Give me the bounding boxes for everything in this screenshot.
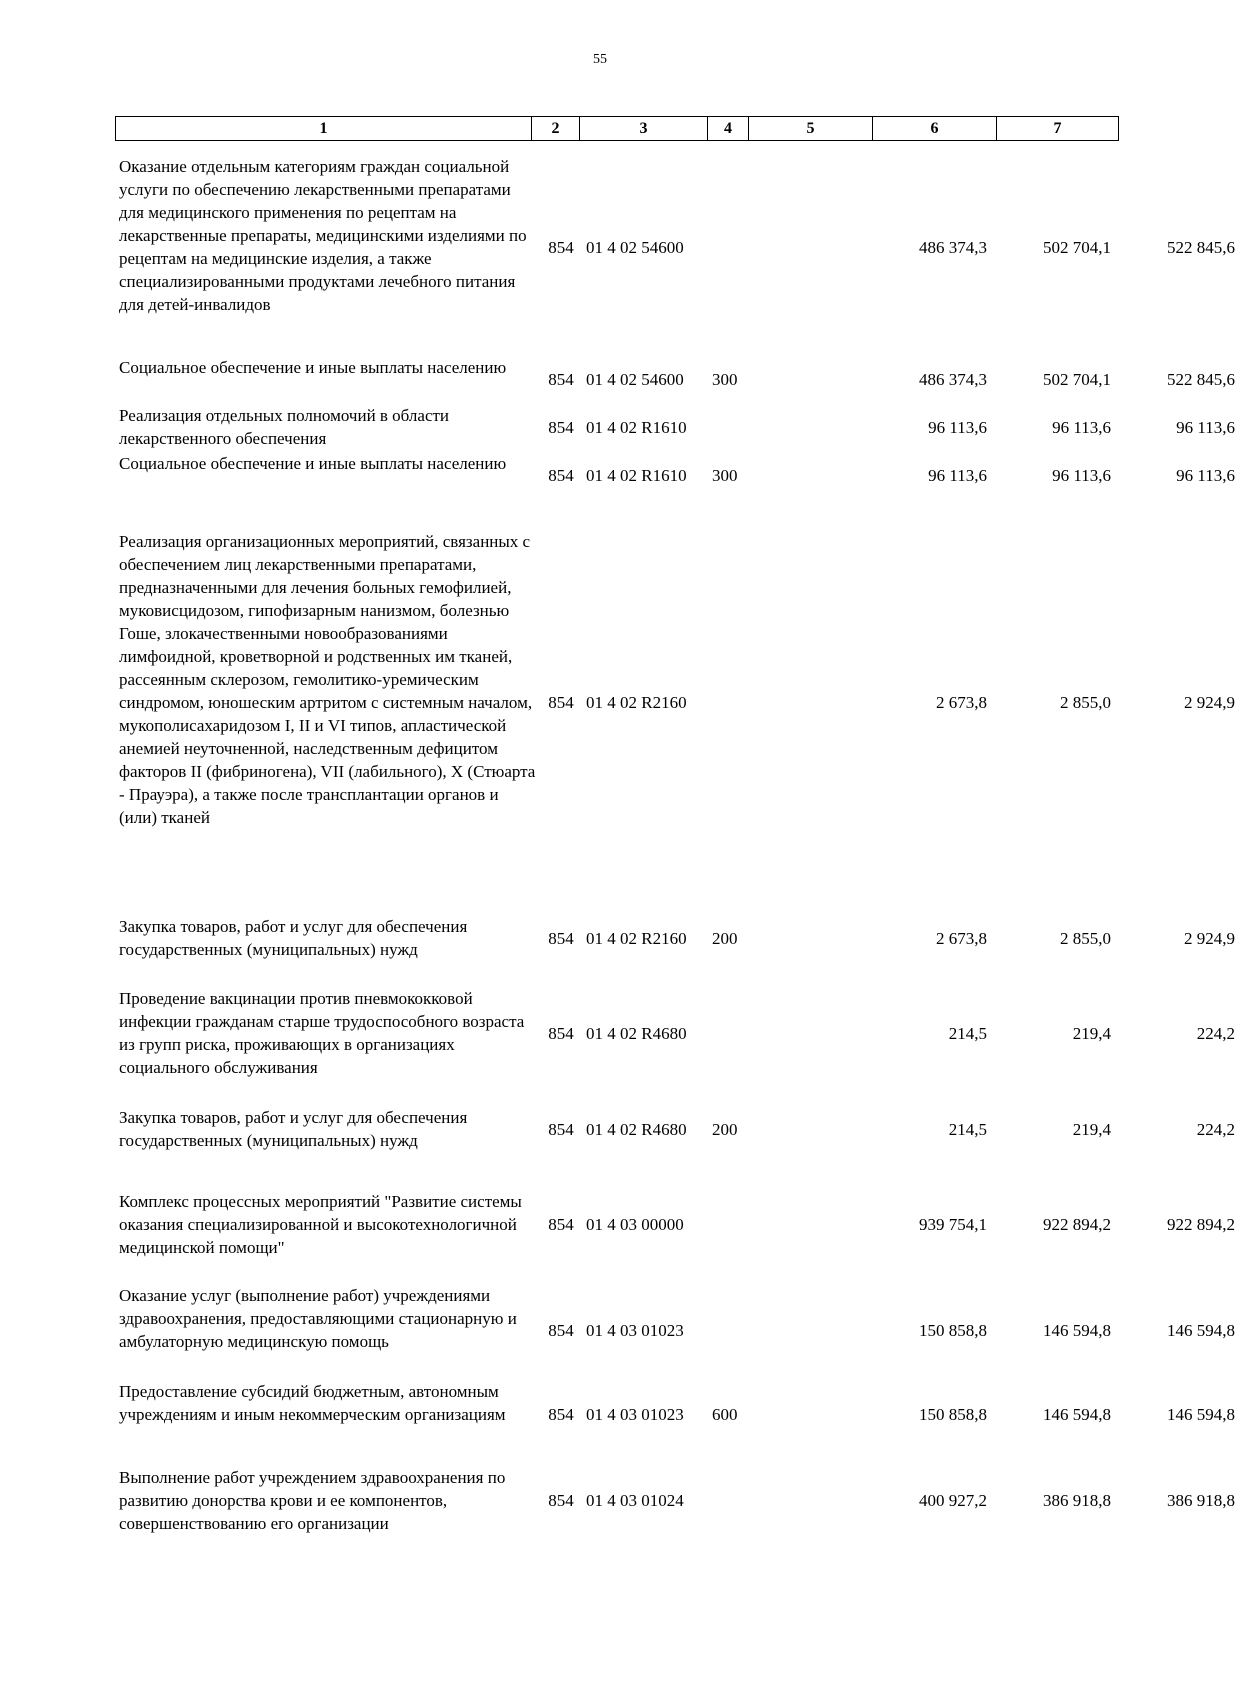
header-col-6: 6	[873, 117, 997, 141]
row-value-col7: 522 845,6	[1167, 238, 1235, 257]
row-description: Оказание отдельным категориям граждан социальной услуги по обеспечению лекарственными препаратами для медицинского применения по рецептам на лекарственные препараты, медицинскими изделиями по рецептам на медицинские изделия, а также специализированными продуктами лечебного питания для детей-инвалидов	[119, 157, 527, 314]
row-value-col7: 2 924,9	[1184, 693, 1235, 712]
row-description: Социальное обеспечение и иные выплаты населению	[119, 358, 507, 377]
row-value-col5: 400 927,2	[919, 1491, 987, 1510]
row-ministry-code: 854	[548, 929, 574, 948]
row-value-col5: 150 858,8	[919, 1321, 987, 1340]
row-description: Реализация отдельных полномочий в области лекарственного обеспечения	[119, 406, 450, 448]
row-value-col6: 922 894,2	[1043, 1215, 1111, 1234]
row-value-col7: 224,2	[1196, 1024, 1235, 1043]
row-target-code: 01 4 03 01024	[586, 1491, 684, 1510]
row-value-col6: 502 704,1	[1043, 238, 1111, 257]
row-value-col6: 219,4	[1072, 1120, 1111, 1139]
row-value-col5: 939 754,1	[919, 1215, 987, 1234]
row-target-code: 01 4 02 R4680	[586, 1120, 687, 1139]
header-col-1: 1	[116, 117, 532, 141]
header-col-2: 2	[532, 117, 580, 141]
header-col-4: 4	[708, 117, 749, 141]
row-value-col7: 2 924,9	[1184, 929, 1235, 948]
row-description: Социальное обеспечение и иные выплаты населению	[119, 454, 507, 473]
header-col-5: 5	[749, 117, 873, 141]
row-value-col5: 486 374,3	[919, 238, 987, 257]
row-target-code: 01 4 02 R1610	[586, 418, 687, 437]
row-value-col7: 386 918,8	[1167, 1491, 1235, 1510]
row-value-col6: 386 918,8	[1043, 1491, 1111, 1510]
row-expense-type: 300	[712, 466, 738, 485]
row-value-col7: 146 594,8	[1167, 1405, 1235, 1424]
row-value-col5: 486 374,3	[919, 370, 987, 389]
row-value-col7: 922 894,2	[1167, 1215, 1235, 1234]
row-ministry-code: 854	[548, 370, 574, 389]
row-ministry-code: 854	[548, 466, 574, 485]
row-description: Предоставление субсидий бюджетным, автономным учреждениям и иным некоммерческим организациям	[119, 1382, 506, 1424]
row-value-col6: 96 113,6	[1052, 466, 1111, 485]
row-target-code: 01 4 02 R1610	[586, 466, 687, 485]
header-col-3: 3	[580, 117, 708, 141]
row-value-col5: 214,5	[948, 1024, 987, 1043]
row-ministry-code: 854	[548, 1120, 574, 1139]
row-expense-type: 600	[712, 1405, 738, 1424]
row-ministry-code: 854	[548, 418, 574, 437]
header-col-7: 7	[997, 117, 1119, 141]
row-ministry-code: 854	[548, 693, 574, 712]
row-target-code: 01 4 02 R2160	[586, 693, 687, 712]
column-header-table	[115, 116, 1119, 141]
row-target-code: 01 4 03 00000	[586, 1215, 684, 1234]
page-number: 55	[593, 52, 607, 67]
row-expense-type: 300	[712, 370, 738, 389]
row-target-code: 01 4 03 01023	[586, 1321, 684, 1340]
row-value-col6: 2 855,0	[1060, 929, 1111, 948]
row-value-col6: 146 594,8	[1043, 1405, 1111, 1424]
row-value-col7: 224,2	[1196, 1120, 1235, 1139]
row-value-col7: 96 113,6	[1176, 418, 1235, 437]
row-description: Закупка товаров, работ и услуг для обеспечения государственных (муниципальных) нужд	[119, 917, 468, 959]
row-ministry-code: 854	[548, 238, 574, 257]
row-ministry-code: 854	[548, 1321, 574, 1340]
row-value-col6: 2 855,0	[1060, 693, 1111, 712]
row-value-col6: 219,4	[1072, 1024, 1111, 1043]
row-ministry-code: 854	[548, 1024, 574, 1043]
row-value-col6: 146 594,8	[1043, 1321, 1111, 1340]
row-value-col5: 2 673,8	[936, 693, 987, 712]
row-description: Выполнение работ учреждением здравоохранения по развитию донорства крови и ее компонентов, совершенствованию его организации	[119, 1468, 506, 1533]
row-target-code: 01 4 02 R2160	[586, 929, 687, 948]
row-target-code: 01 4 02 54600	[586, 370, 684, 389]
row-expense-type: 200	[712, 929, 738, 948]
row-value-col7: 522 845,6	[1167, 370, 1235, 389]
row-description: Комплекс процессных мероприятий "Развитие системы оказания специализированной и высокотехнологичной медицинской помощи"	[119, 1192, 522, 1257]
row-value-col5: 96 113,6	[928, 466, 987, 485]
row-value-col7: 96 113,6	[1176, 466, 1235, 485]
row-value-col5: 96 113,6	[928, 418, 987, 437]
row-value-col5: 2 673,8	[936, 929, 987, 948]
row-ministry-code: 854	[548, 1405, 574, 1424]
row-value-col7: 146 594,8	[1167, 1321, 1235, 1340]
row-target-code: 01 4 02 54600	[586, 238, 684, 257]
row-value-col6: 96 113,6	[1052, 418, 1111, 437]
row-value-col6: 502 704,1	[1043, 370, 1111, 389]
row-expense-type: 200	[712, 1120, 738, 1139]
row-target-code: 01 4 03 01023	[586, 1405, 684, 1424]
row-target-code: 01 4 02 R4680	[586, 1024, 687, 1043]
row-ministry-code: 854	[548, 1215, 574, 1234]
row-description: Оказание услуг (выполнение работ) учреждениями здравоохранения, предоставляющими стационарную и амбулаторную медицинскую помощь	[119, 1286, 517, 1351]
row-description: Закупка товаров, работ и услуг для обеспечения государственных (муниципальных) нужд	[119, 1108, 468, 1150]
header-row	[116, 117, 1119, 141]
row-description: Проведение вакцинации против пневмококковой инфекции гражданам старше трудоспособного возраста из групп риска, проживающих в организациях социального обслуживания	[119, 989, 525, 1077]
row-ministry-code: 854	[548, 1491, 574, 1510]
row-value-col5: 150 858,8	[919, 1405, 987, 1424]
row-value-col5: 214,5	[948, 1120, 987, 1139]
row-description: Реализация организационных мероприятий, связанных с обеспечением лиц лекарственными препаратами, предназначенными для лечения больных гемофилией, муковисцидозом, гипофизарным нанизмом, болезнью Гоше, злокачественными новообразованиями лимфоидной, кроветворной и родственных им тканей, рассеянным склерозом, гемолитико-уремическим синдромом, юношеским артритом с системным началом, мукополисахаридозом I, II и VI типов, апластической анемией неуточненной, наследственным дефицитом факторов II (фибриногена), VII (лабильного), X (Стюарта - Прауэра), а также после трансплантации органов и (или) тканей	[119, 532, 536, 827]
